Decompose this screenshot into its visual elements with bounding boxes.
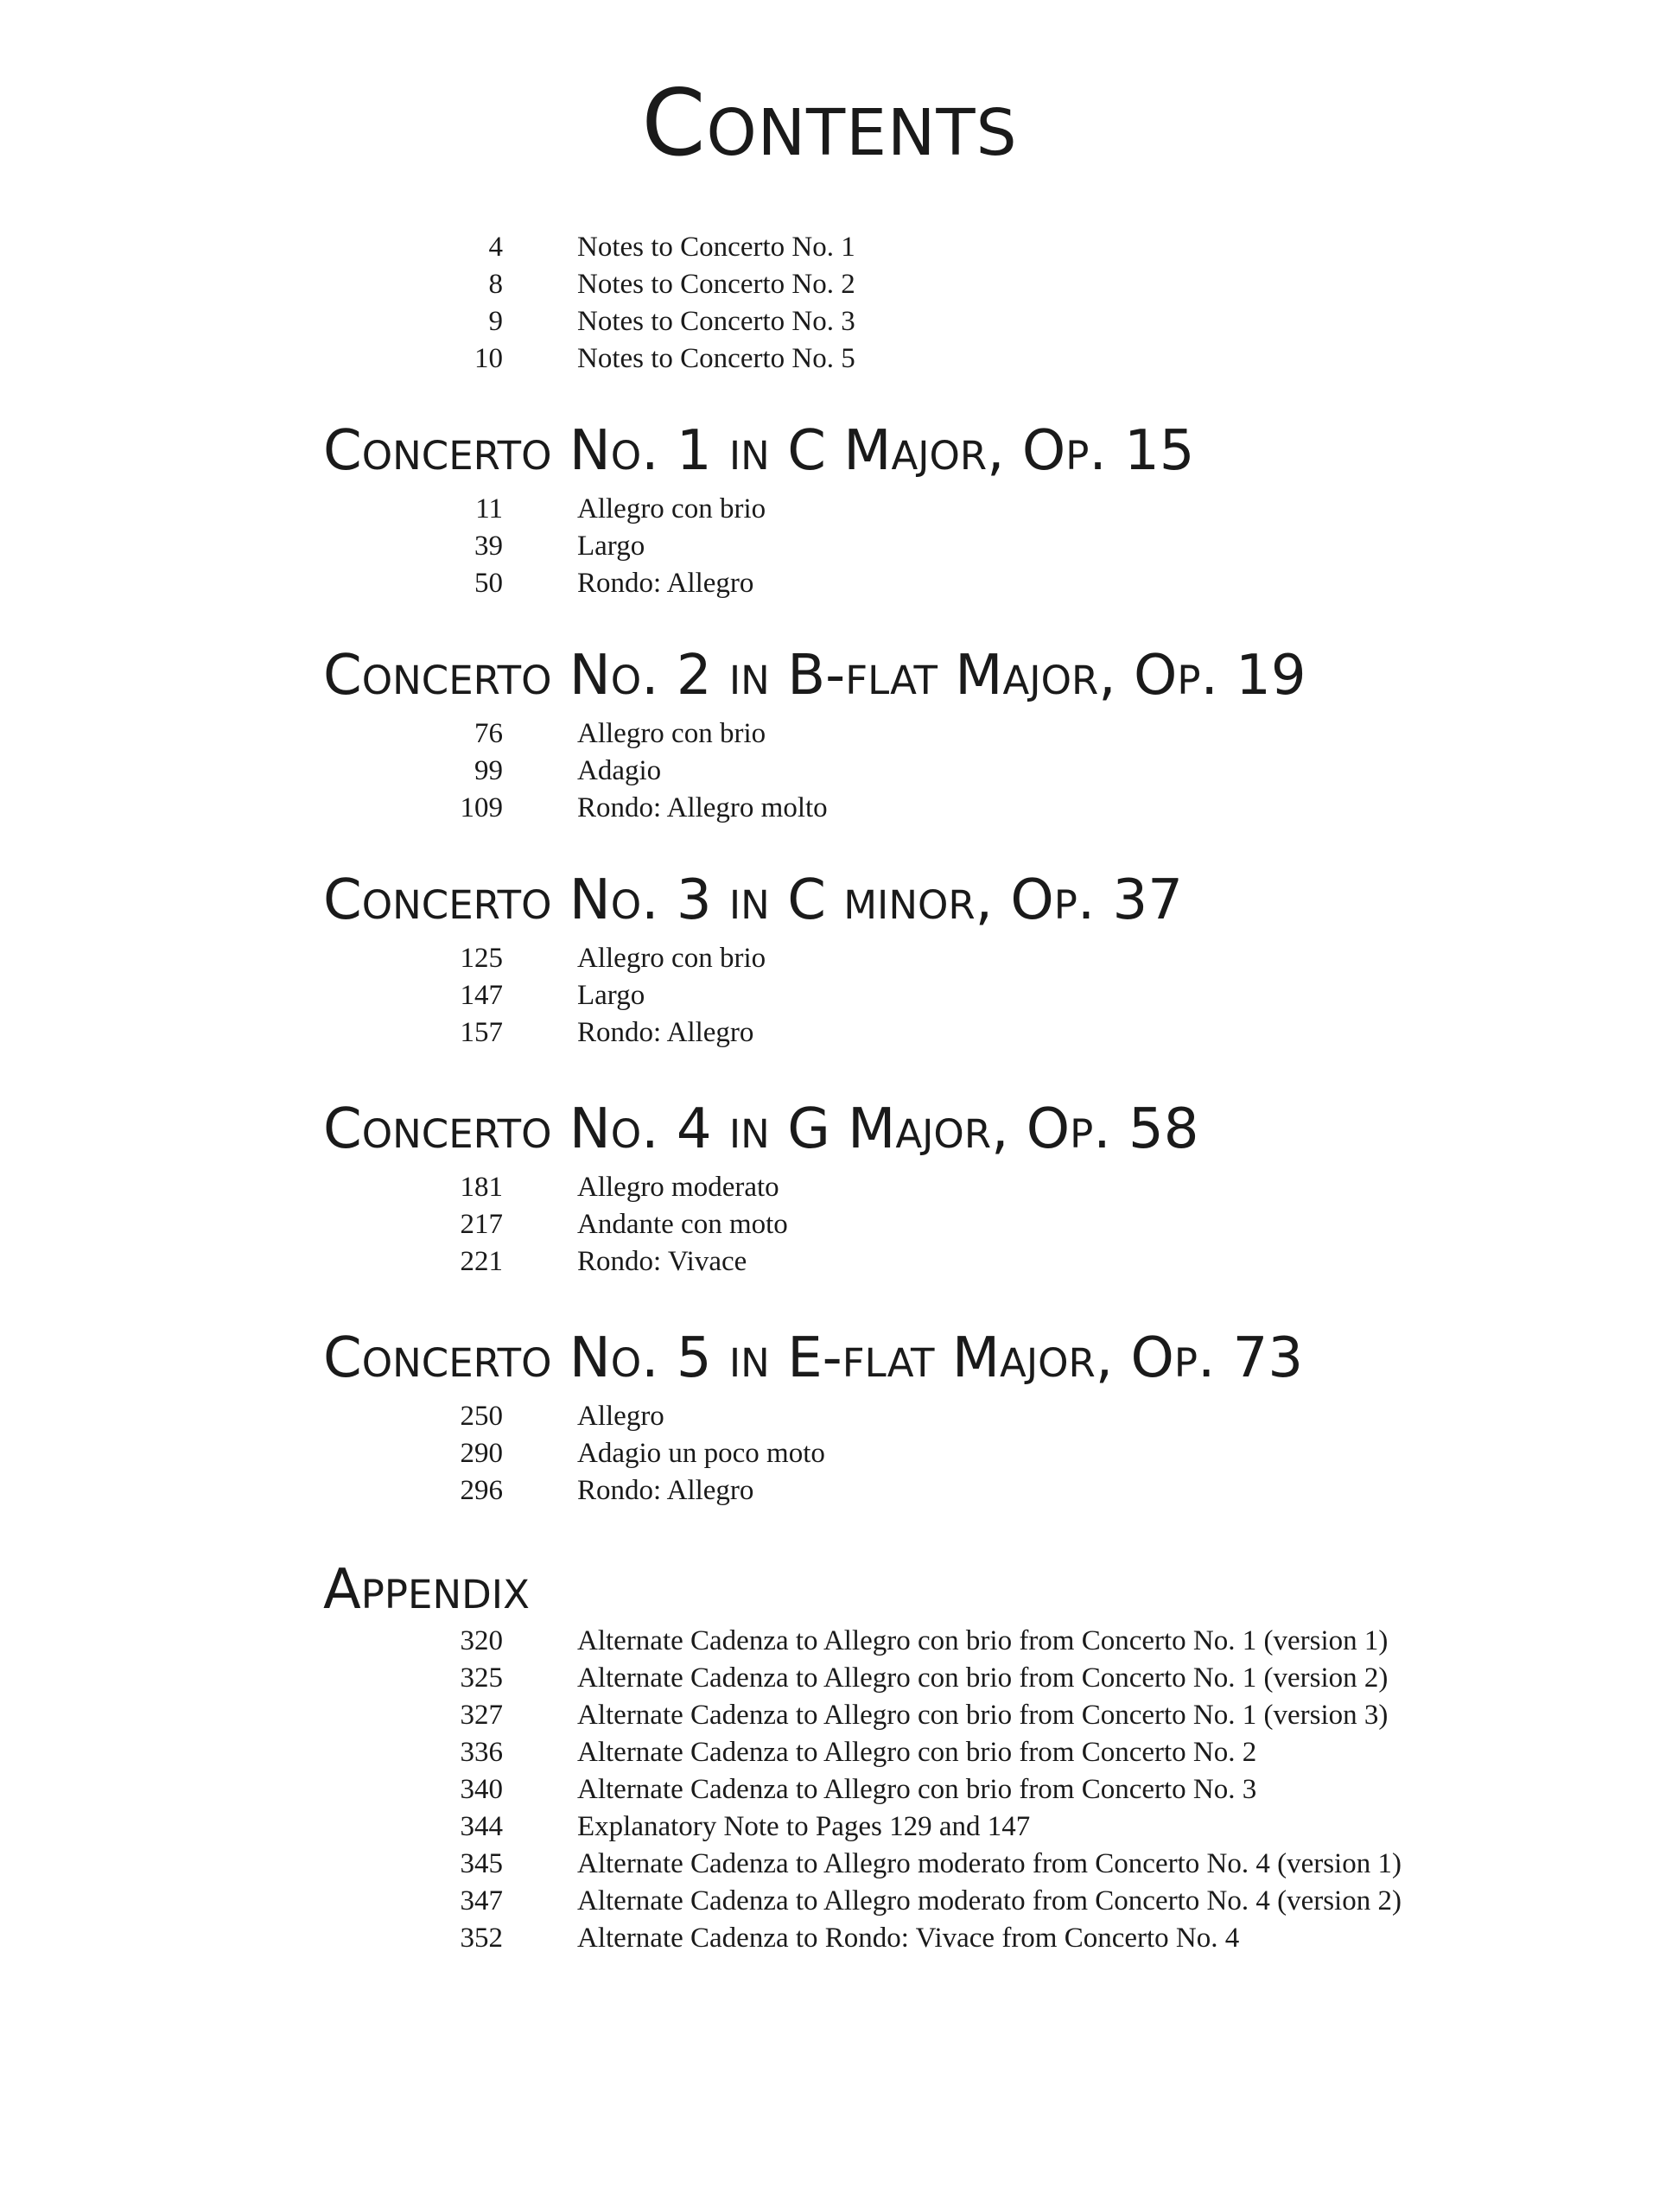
entry-title: Adagio (577, 755, 662, 786)
entry-title: Alternate Cadenza to Allegro moderato from Concerto No. 4 (version 2) (577, 1885, 1402, 1916)
page-number: 344 (460, 1811, 503, 1842)
toc-entry (0, 266, 1659, 303)
toc-entry (0, 1697, 1659, 1734)
page-number: 157 (460, 1017, 503, 1048)
page-number: 352 (460, 1923, 503, 1954)
section-heading: Concerto No. 1 in C Major, Op. 15 (323, 419, 1195, 483)
toc-entry (0, 303, 1659, 340)
page-number: 347 (460, 1885, 503, 1916)
entry-title: Alternate Cadenza to Allegro moderato from Concerto No. 4 (version 1) (577, 1848, 1402, 1879)
entry-title: Largo (577, 531, 645, 562)
entry-title: Alternate Cadenza to Allegro con brio from Concerto No. 2 (577, 1737, 1257, 1768)
page-number: 250 (460, 1401, 503, 1432)
intro-entries (0, 229, 1659, 378)
entry-title: Explanatory Note to Pages 129 and 147 (577, 1811, 1031, 1842)
entry-title: Adagio un poco moto (577, 1438, 825, 1469)
toc-entry (0, 565, 1659, 602)
section-entries (0, 1623, 1659, 1957)
entry-title: Andante con moto (577, 1209, 788, 1240)
page-number: 50 (474, 568, 503, 599)
page-number: 296 (460, 1475, 503, 1506)
toc-entry (0, 1243, 1659, 1281)
entry-title: Rondo: Allegro (577, 568, 754, 599)
entry-title: Alternate Cadenza to Allegro con brio from Concerto No. 3 (577, 1774, 1257, 1805)
page-number: 99 (474, 755, 503, 786)
page-number: 8 (488, 269, 503, 300)
toc-entry (0, 753, 1659, 790)
section-heading: Concerto No. 3 in C minor, Op. 37 (323, 868, 1183, 932)
toc-entry (0, 1920, 1659, 1957)
page-number: 345 (460, 1848, 503, 1879)
section-entries (0, 1169, 1659, 1281)
toc-entry (0, 1623, 1659, 1660)
entry-title: Rondo: Allegro (577, 1475, 754, 1506)
section-heading: Appendix (323, 1558, 530, 1622)
section-entries (0, 1398, 1659, 1510)
page-number: 125 (460, 943, 503, 974)
toc-entry (0, 1435, 1659, 1472)
toc-entry (0, 1014, 1659, 1052)
entry-title: Allegro moderato (577, 1172, 779, 1203)
section-heading: Concerto No. 5 in E-flat Major, Op. 73 (323, 1326, 1304, 1390)
toc-entry (0, 1883, 1659, 1920)
entry-title: Alternate Cadenza to Allegro con brio from Concerto No. 1 (version 3) (577, 1700, 1389, 1731)
toc-entry (0, 715, 1659, 753)
page-number: 11 (475, 493, 503, 524)
page-number: 9 (488, 306, 503, 337)
page-title: Contents (641, 70, 1018, 176)
toc-entry (0, 1660, 1659, 1697)
entry-title: Rondo: Vivace (577, 1246, 747, 1277)
entry-title: Notes to Concerto No. 5 (577, 343, 855, 374)
entry-title: Alternate Cadenza to Rondo: Vivace from Concerto No. 4 (577, 1923, 1240, 1954)
section-entries (0, 940, 1659, 1052)
entry-title: Rondo: Allegro molto (577, 792, 828, 823)
page-number: 325 (460, 1662, 503, 1694)
toc-entry (0, 1169, 1659, 1206)
page-number: 147 (460, 980, 503, 1011)
section-heading: Concerto No. 2 in B-flat Major, Op. 19 (323, 644, 1306, 708)
entry-title: Notes to Concerto No. 1 (577, 232, 855, 263)
page-number: 221 (460, 1246, 503, 1277)
section-entries (0, 491, 1659, 602)
page-number: 327 (460, 1700, 503, 1731)
page-number: 340 (460, 1774, 503, 1805)
entry-title: Alternate Cadenza to Allegro con brio from Concerto No. 1 (version 1) (577, 1625, 1389, 1656)
entry-title: Alternate Cadenza to Allegro con brio from Concerto No. 1 (version 2) (577, 1662, 1389, 1694)
toc-entry (0, 1206, 1659, 1243)
entry-title: Notes to Concerto No. 3 (577, 306, 855, 337)
toc-entry (0, 1398, 1659, 1435)
entry-title: Allegro (577, 1401, 664, 1432)
section-heading: Concerto No. 4 in G Major, Op. 58 (323, 1097, 1199, 1161)
toc-entry (0, 491, 1659, 528)
page-number: 181 (460, 1172, 503, 1203)
entry-title: Rondo: Allegro (577, 1017, 754, 1048)
toc-entry (0, 790, 1659, 827)
toc-entry (0, 1734, 1659, 1771)
entry-title: Largo (577, 980, 645, 1011)
entry-title: Allegro con brio (577, 718, 766, 749)
toc-entry (0, 940, 1659, 977)
toc-entry (0, 340, 1659, 378)
toc-entry (0, 229, 1659, 266)
toc-entry (0, 977, 1659, 1014)
page-number: 76 (474, 718, 503, 749)
entry-title: Notes to Concerto No. 2 (577, 269, 855, 300)
page-number: 10 (474, 343, 503, 374)
entry-title: Allegro con brio (577, 493, 766, 524)
page-number: 320 (460, 1625, 503, 1656)
page-number: 109 (460, 792, 503, 823)
page-number: 290 (460, 1438, 503, 1469)
page-number: 336 (460, 1737, 503, 1768)
toc-entry (0, 1771, 1659, 1808)
toc-entry (0, 1808, 1659, 1846)
toc-entry (0, 1846, 1659, 1883)
toc-entry (0, 1472, 1659, 1510)
section-entries (0, 715, 1659, 827)
page-number: 39 (474, 531, 503, 562)
toc-entry (0, 528, 1659, 565)
page-number: 4 (488, 232, 503, 263)
entry-title: Allegro con brio (577, 943, 766, 974)
page-number: 217 (460, 1209, 503, 1240)
